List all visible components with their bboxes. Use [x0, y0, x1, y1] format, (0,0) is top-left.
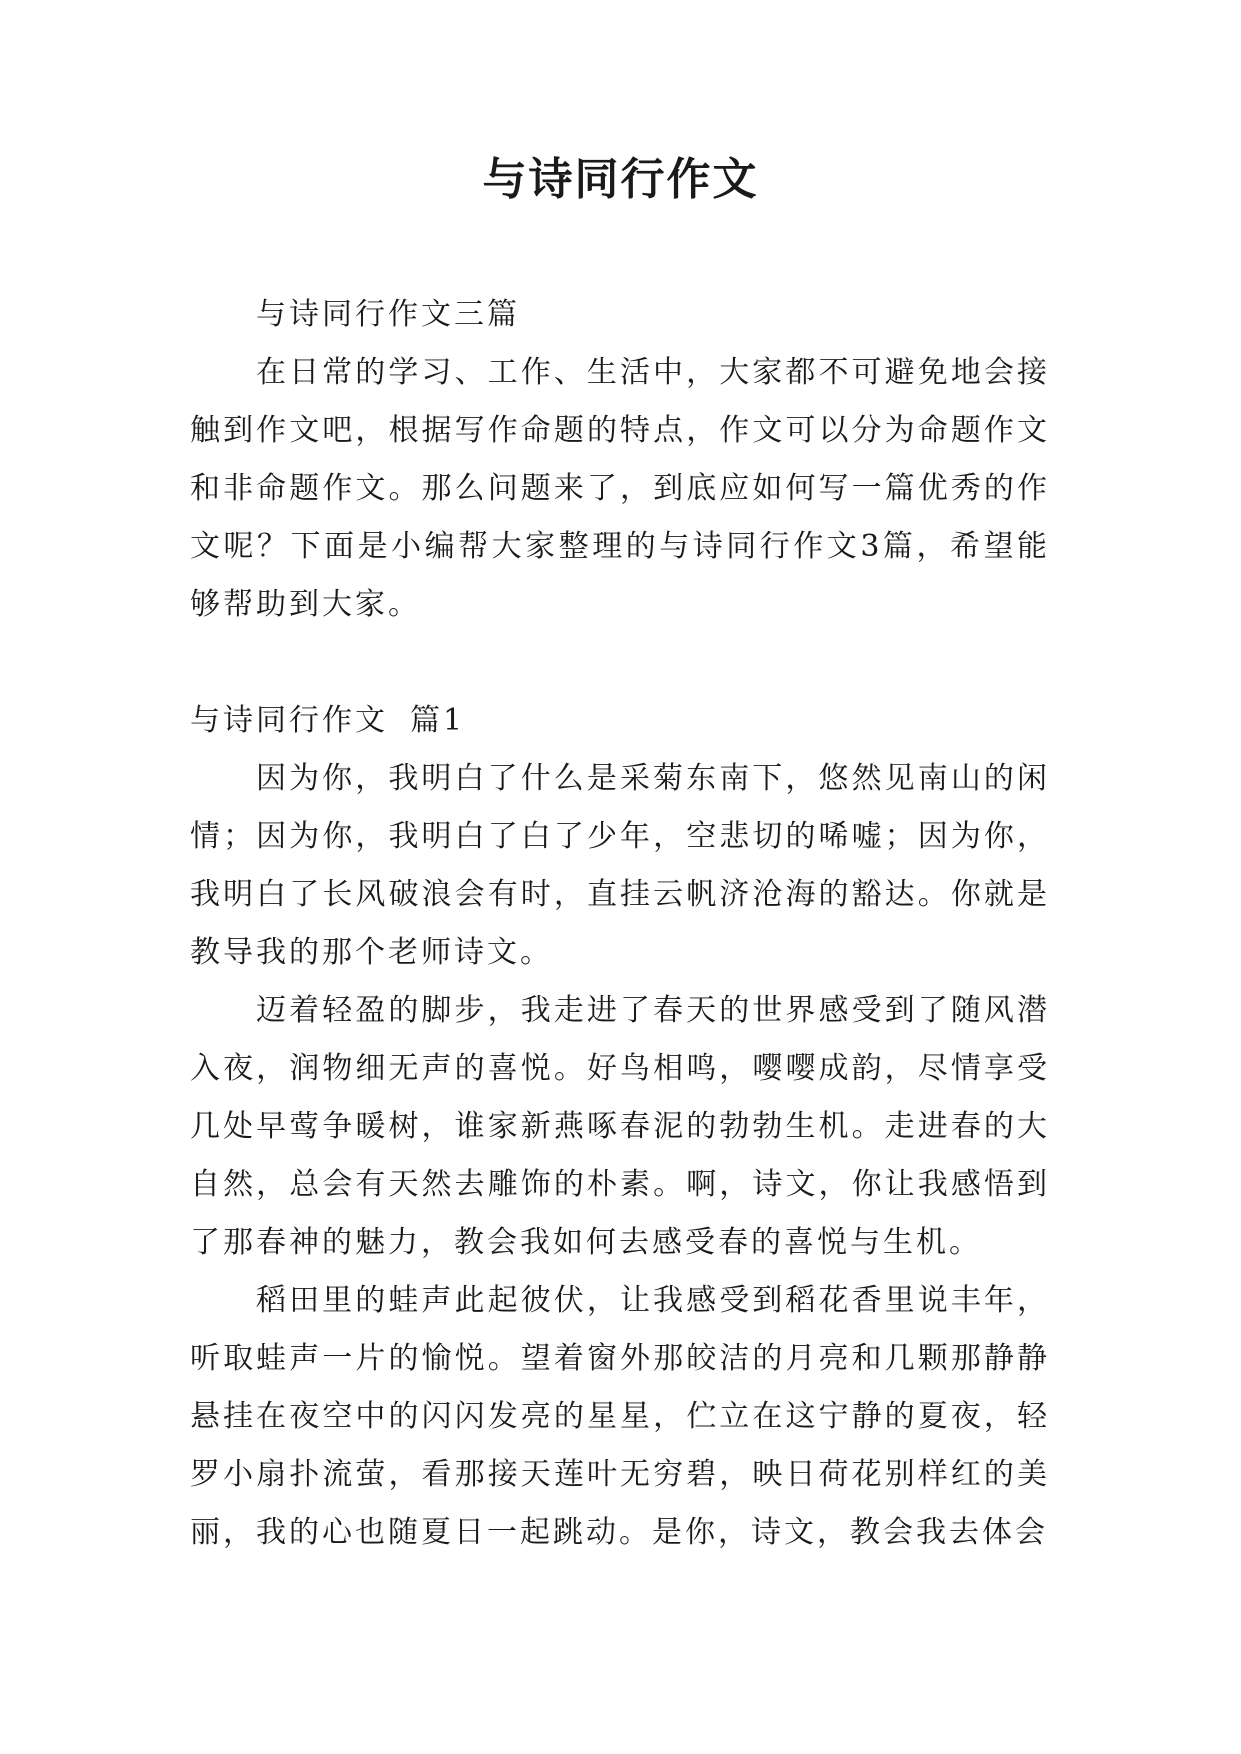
section-paragraph: 因为你，我明白了什么是采菊东南下，悠然见南山的闲情；因为你，我明白了白了少年，空悲切的唏嘘；因为你，我明白了长风破浪会有时，直挂云帆济沧海的豁达。你就是教导我的那个老师诗文。	[190, 761, 1050, 970]
section-number: 篇1	[410, 703, 466, 738]
section-heading	[190, 692, 1050, 750]
section-paragraph: 迈着轻盈的脚步，我走进了春天的世界感受到了随风潜入夜，润物细无声的喜悦。好鸟相鸣，嘤嘤成韵，尽情享受几处早莺争暖树，谁家新燕啄春泥的勃勃生机。走进春的大自然，总会有天然去雕饰的朴素。啊，诗文，你让我感悟到了那春神的魅力，教会我如何去感受春的喜悦与生机。	[190, 993, 1050, 1260]
section-paragraph: 稻田里的蛙声此起彼伏，让我感受到稻花香里说丰年，听取蛙声一片的愉悦。望着窗外那皎洁的月亮和几颗那静静悬挂在夜空中的闪闪发亮的星星，伫立在这宁静的夏夜，轻罗小扇扑流萤，看那接天莲叶无穷碧，映日荷花别样红的美丽，我的心也随夏日一起跳动。是你，诗文，教会我去体会	[190, 1283, 1050, 1550]
section-heading-text: 与诗同行作文	[190, 703, 388, 738]
subtitle: 与诗同行作文三篇	[256, 297, 520, 332]
document-title: 与诗同行作文	[482, 154, 759, 205]
document-body	[190, 286, 1050, 1562]
intro-paragraph: 在日常的学习、工作、生活中，大家都不可避免地会接触到作文吧，根据写作命题的特点，作文可以分为命题作文和非命题作文。那么问题来了，到底应如何写一篇优秀的作文呢？下面是小编帮大家整理的与诗同行作文3篇，希望能够帮助到大家。	[190, 355, 1050, 622]
